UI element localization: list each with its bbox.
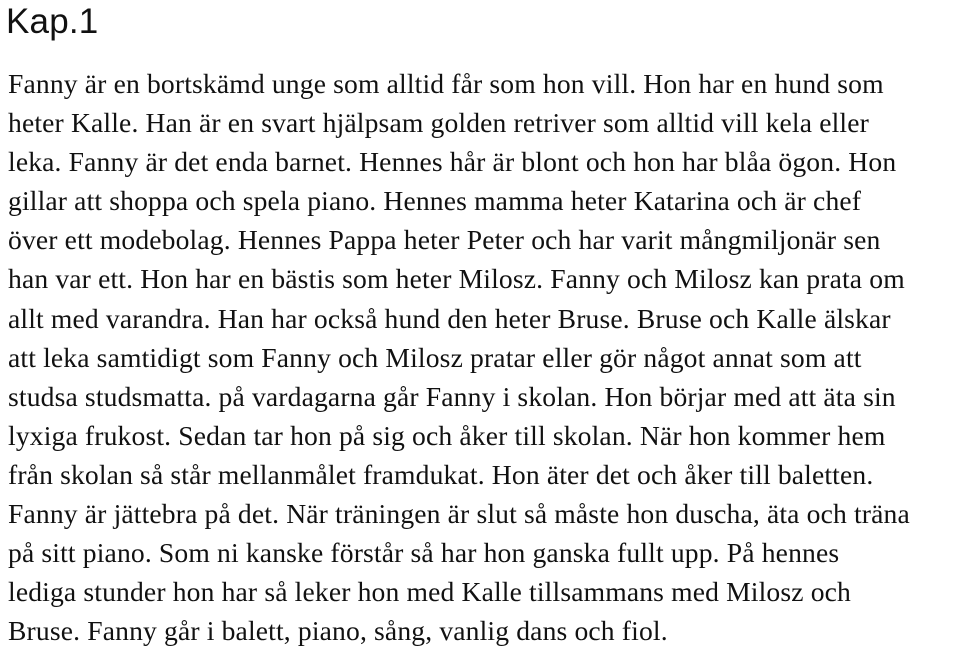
text-line: han var ett. Hon har en bästis som heter Milosz. Fanny och Milosz kan prata om — [8, 263, 905, 295]
chapter-heading: Kap.1 — [6, 2, 99, 41]
text-line: leka. Fanny är det enda barnet. Hennes hår är blont och hon har blåa ögon. Hon — [8, 146, 897, 178]
text-line: Fanny är jättebra på det. När träningen är slut så måste hon duscha, äta och träna — [8, 498, 910, 530]
text-line: lediga stunder hon har så leker hon med Kalle tillsammans med Milosz och — [8, 576, 852, 608]
text-line: gillar att shoppa och spela piano. Hennes mamma heter Katarina och är chef — [8, 185, 862, 217]
text-line: att leka samtidigt som Fanny och Milosz pratar eller gör något annat som att — [8, 341, 862, 373]
body-paragraph — [8, 64, 960, 650]
text-line: heter Kalle. Han är en svart hjälpsam golden retriver som alltid vill kela eller — [8, 107, 869, 139]
text-line: Bruse. Fanny går i balett, piano, sång, vanlig dans och fiol. — [8, 615, 668, 647]
text-line: studsa studsmatta. på vardagarna går Fanny i skolan. Hon börjar med att äta sin — [8, 380, 896, 412]
text-line: från skolan så står mellanmålet framdukat. Hon äter det och åker till baletten. — [8, 458, 874, 490]
text-line: på sitt piano. Som ni kanske förstår så har hon ganska fullt upp. På hennes — [8, 537, 840, 569]
text-line: allt med varandra. Han har också hund den heter Bruse. Bruse och Kalle älskar — [8, 302, 891, 334]
text-line: lyxiga frukost. Sedan tar hon på sig och åker till skolan. När hon kommer hem — [8, 419, 886, 451]
text-line: över ett modebolag. Hennes Pappa heter Peter och har varit mångmiljonär sen — [8, 224, 881, 256]
text-line: Fanny är en bortskämd unge som alltid får som hon vill. Hon har en hund som — [8, 68, 884, 99]
